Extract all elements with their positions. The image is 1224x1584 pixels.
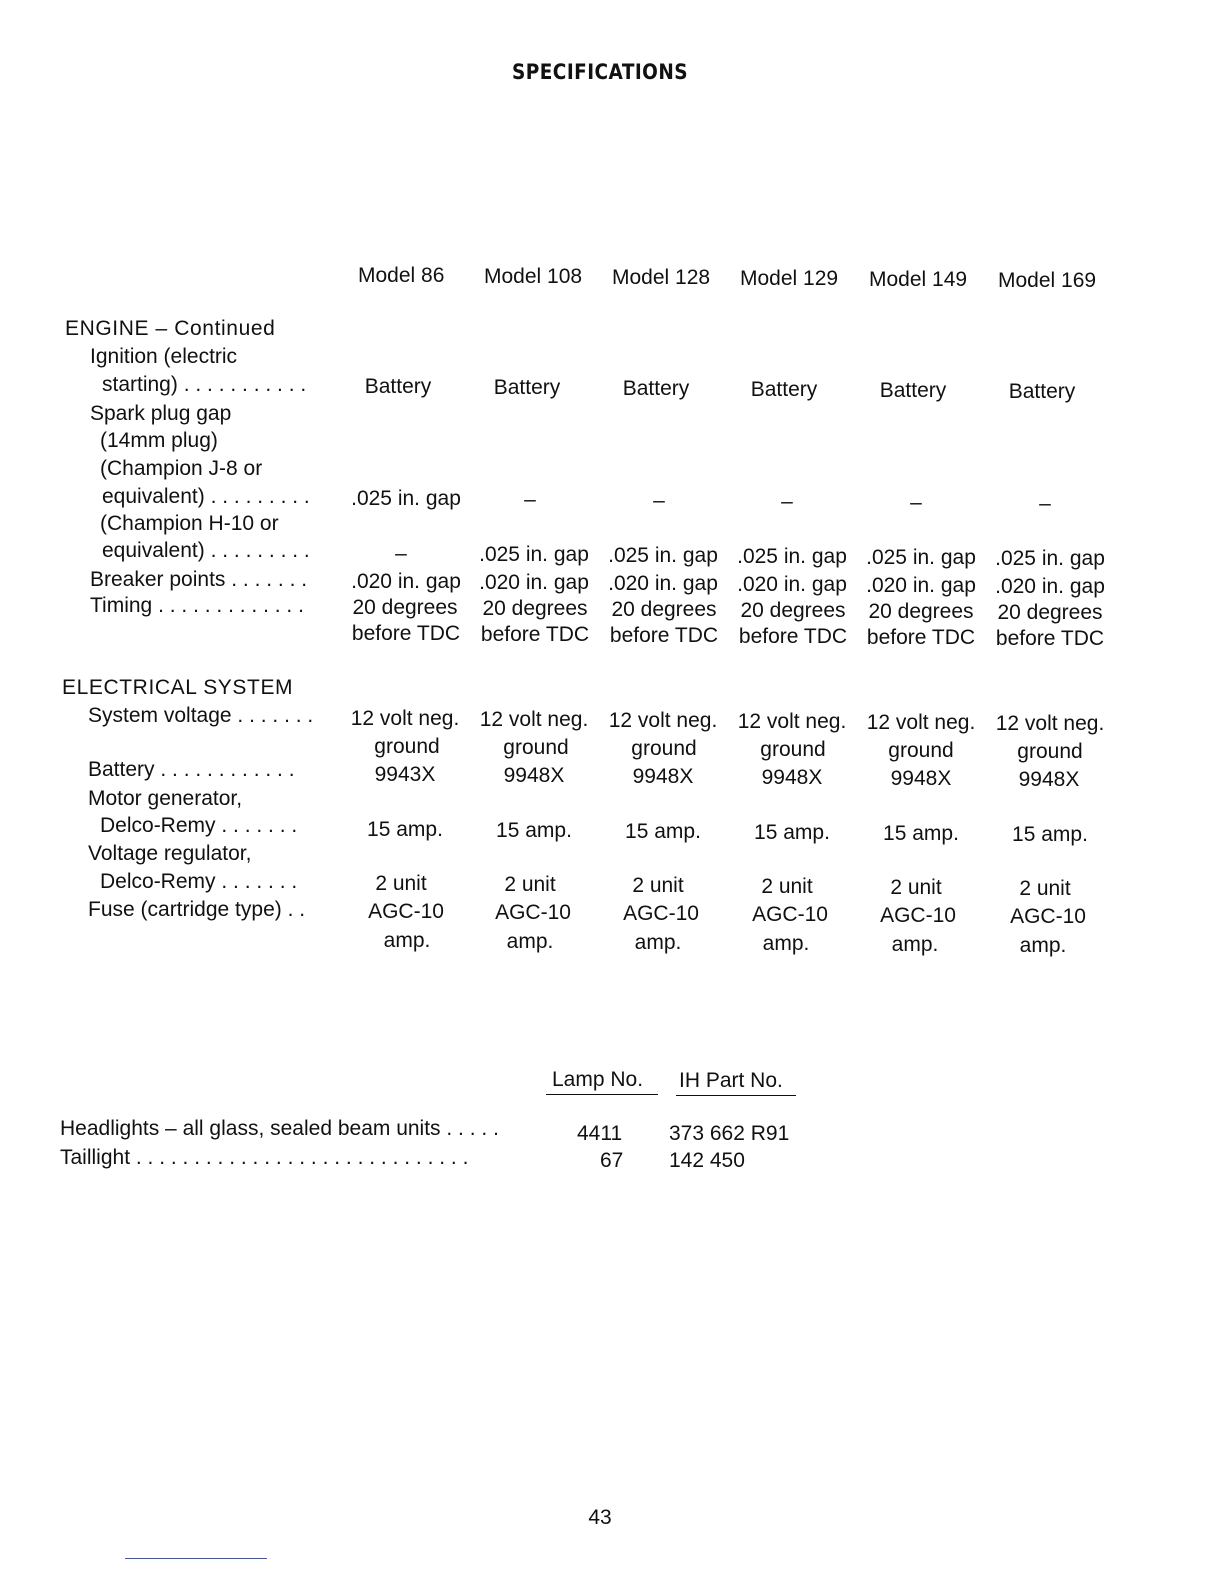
footer-line [125, 1558, 267, 1559]
ignition-value: Battery [1008, 380, 1076, 403]
spark-j8-value: – [524, 488, 536, 511]
ignition-label: Ignition (electric [90, 345, 238, 368]
timing-value: 20 degrees [997, 601, 1103, 624]
fuse-label: Fuse (cartridge type) . . [88, 898, 306, 921]
fuse-value: AGC-10 [752, 903, 828, 926]
spark-j8-value: – [1039, 492, 1051, 515]
system-voltage-value: ground [631, 737, 697, 760]
motor-generator-value: 15 amp. [1012, 823, 1088, 846]
timing-value: 20 degrees [482, 597, 588, 620]
fuse-value: amp. [383, 929, 431, 952]
spark-j8-value: – [910, 491, 922, 514]
voltage-regulator-value: 2 unit [890, 876, 942, 899]
timing-value: 20 degrees [740, 599, 846, 622]
breaker-points-label: Breaker points . . . . . . . [90, 568, 308, 591]
system-voltage-value: 12 volt neg. [737, 710, 847, 733]
electrical-section-title: ELECTRICAL SYSTEM [62, 676, 294, 699]
fuse-value: AGC-10 [368, 900, 444, 923]
spark-j8-value: .025 in. gap [351, 487, 461, 510]
model-header: Model 108 [484, 265, 583, 288]
battery-value: 9948X [890, 767, 952, 790]
breaker-points-value: .020 in. gap [866, 574, 976, 597]
taillight-label: Taillight . . . . . . . . . . . . . . . . . . . . . . . . . . . . . [60, 1146, 469, 1169]
timing-value: before TDC [738, 625, 848, 648]
system-voltage-value: ground [888, 739, 954, 762]
voltage-regulator-value: 2 unit [761, 875, 813, 898]
fuse-value: AGC-10 [880, 904, 956, 927]
model-header: Model 169 [998, 269, 1097, 292]
ignition-label: starting) . . . . . . . . . . . [102, 373, 307, 396]
spark-plug-label: (Champion H-10 or [100, 512, 279, 535]
lamp-no-header: Lamp No. [552, 1068, 644, 1091]
battery-value: 9948X [503, 764, 565, 787]
spark-h10-value: .025 in. gap [995, 547, 1105, 570]
spark-h10-value: .025 in. gap [479, 543, 589, 566]
system-voltage-value: ground [503, 736, 569, 759]
voltage-regulator-value: 2 unit [1019, 877, 1071, 900]
model-header: Model 149 [869, 268, 968, 291]
ignition-value: Battery [879, 379, 947, 402]
fuse-value: amp. [891, 933, 939, 956]
breaker-points-value: .020 in. gap [479, 571, 589, 594]
part-no-underline [676, 1095, 796, 1096]
battery-label: Battery . . . . . . . . . . . . [88, 758, 295, 781]
part-no-header: IH Part No. [679, 1069, 783, 1092]
timing-value: 20 degrees [352, 596, 458, 619]
spark-h10-value: .025 in. gap [866, 546, 976, 569]
lamp-no-underline [546, 1094, 658, 1095]
system-voltage-label: System voltage . . . . . . . [88, 704, 314, 727]
system-voltage-value: 12 volt neg. [479, 708, 589, 731]
breaker-points-value: .020 in. gap [608, 572, 718, 595]
battery-value: 9948X [1018, 768, 1080, 791]
spark-j8-value: – [781, 490, 793, 513]
spark-plug-label: equivalent) . . . . . . . . . [102, 539, 310, 562]
spark-h10-value: .025 in. gap [737, 545, 847, 568]
headlights-lamp-no: 4411 [577, 1122, 623, 1145]
motor-generator-value: 15 amp. [625, 820, 701, 843]
motor-generator-label: Delco-Remy . . . . . . . [100, 814, 298, 837]
timing-value: before TDC [351, 622, 461, 645]
ignition-value: Battery [750, 378, 818, 401]
voltage-regulator-value: 2 unit [504, 873, 556, 896]
model-header: Model 129 [740, 267, 839, 290]
timing-value: 20 degrees [611, 598, 717, 621]
motor-generator-value: 15 amp. [754, 821, 830, 844]
ignition-value: Battery [364, 375, 432, 398]
spark-plug-label: equivalent) . . . . . . . . . [102, 485, 310, 508]
ignition-value: Battery [493, 376, 561, 399]
timing-value: before TDC [866, 626, 976, 649]
breaker-points-value: .020 in. gap [995, 575, 1105, 598]
voltage-regulator-label: Voltage regulator, [88, 842, 252, 865]
timing-value: 20 degrees [868, 600, 974, 623]
timing-value: before TDC [480, 623, 590, 646]
timing-label: Timing . . . . . . . . . . . . . [90, 594, 304, 617]
system-voltage-value: 12 volt neg. [608, 709, 718, 732]
system-voltage-value: ground [374, 735, 440, 758]
fuse-value: amp. [506, 930, 554, 953]
system-voltage-value: 12 volt neg. [866, 711, 976, 734]
breaker-points-value: .020 in. gap [737, 573, 847, 596]
fuse-value: AGC-10 [1010, 905, 1086, 928]
fuse-value: amp. [762, 932, 810, 955]
motor-generator-value: 15 amp. [496, 819, 572, 842]
battery-value: 9943X [374, 763, 436, 786]
spark-h10-value: .025 in. gap [608, 544, 718, 567]
taillight-part-no: 142 450 [669, 1149, 745, 1172]
motor-generator-value: 15 amp. [883, 822, 959, 845]
voltage-regulator-label: Delco-Remy . . . . . . . [100, 870, 298, 893]
page-title: SPECIFICATIONS [512, 60, 688, 84]
motor-generator-value: 15 amp. [367, 818, 443, 841]
fuse-value: AGC-10 [623, 902, 699, 925]
spark-plug-label: (14mm plug) [100, 429, 218, 452]
page-number: 43 [588, 1506, 612, 1529]
fuse-value: AGC-10 [495, 901, 571, 924]
motor-generator-label: Motor generator, [88, 787, 243, 810]
ignition-value: Battery [622, 377, 690, 400]
spark-j8-value: – [653, 489, 665, 512]
spark-h10-value: – [395, 542, 407, 565]
spark-plug-label: (Champion J-8 or [100, 457, 263, 480]
fuse-value: amp. [634, 931, 682, 954]
battery-value: 9948X [761, 766, 823, 789]
taillight-lamp-no: 67 [600, 1149, 624, 1172]
model-header: Model 86 [358, 264, 445, 287]
system-voltage-value: 12 volt neg. [995, 712, 1105, 735]
voltage-regulator-value: 2 unit [375, 872, 427, 895]
fuse-value: amp. [1019, 934, 1067, 957]
headlights-part-no: 373 662 R91 [669, 1122, 790, 1145]
battery-value: 9948X [632, 765, 694, 788]
system-voltage-value: ground [1017, 740, 1083, 763]
system-voltage-value: 12 volt neg. [350, 707, 460, 730]
timing-value: before TDC [609, 624, 719, 647]
model-header: Model 128 [612, 266, 711, 289]
headlights-label: Headlights – all glass, sealed beam units . . . . . [60, 1117, 499, 1140]
spark-plug-label: Spark plug gap [90, 402, 232, 425]
timing-value: before TDC [995, 627, 1105, 650]
breaker-points-value: .020 in. gap [351, 570, 461, 593]
voltage-regulator-value: 2 unit [632, 874, 684, 897]
system-voltage-value: ground [760, 738, 826, 761]
engine-section-title: ENGINE – Continued [65, 317, 276, 340]
